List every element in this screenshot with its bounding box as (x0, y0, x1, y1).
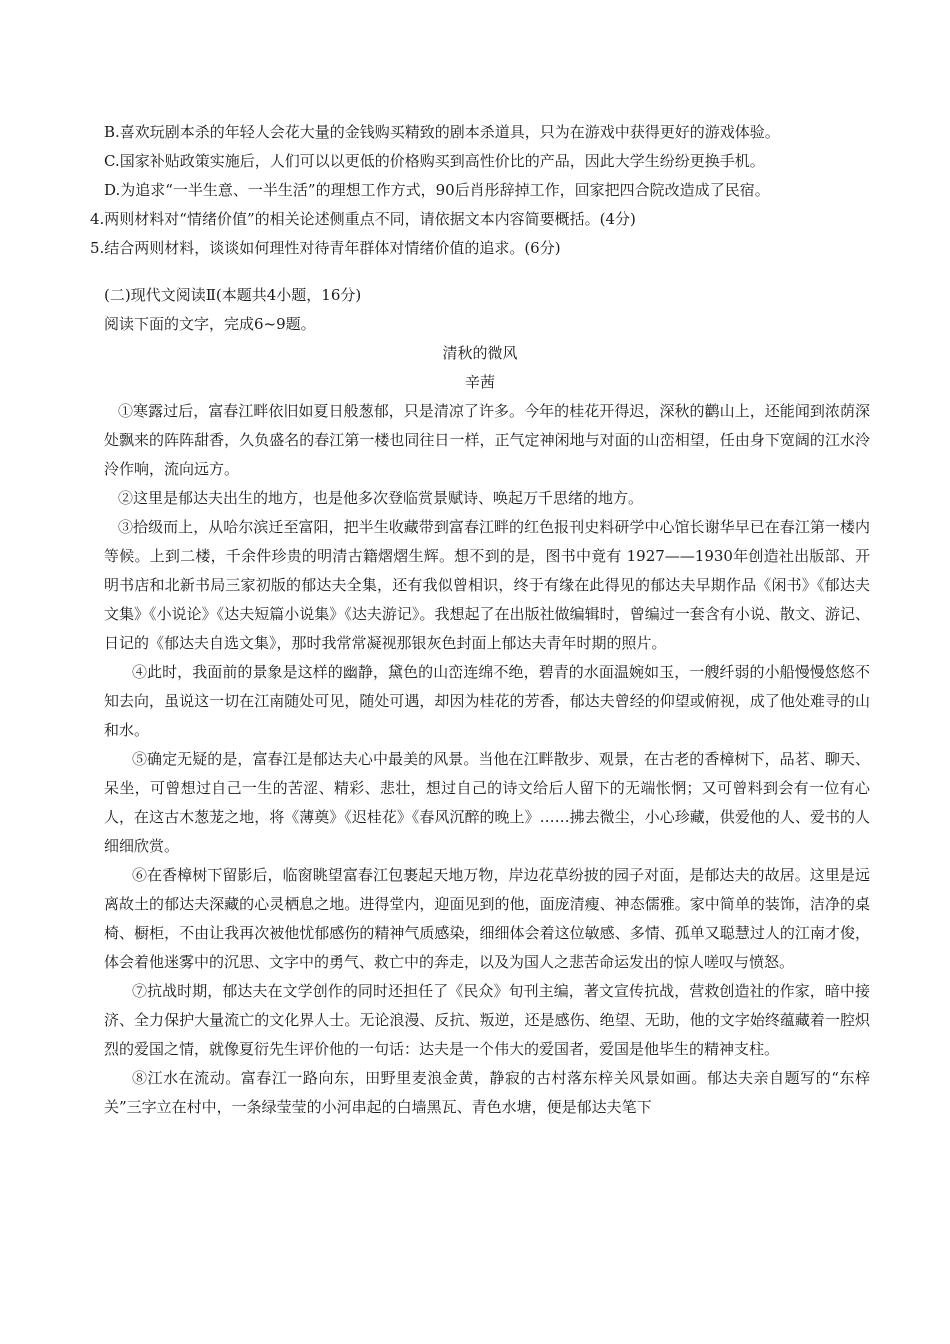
option-b: B.喜欢玩剧本杀的年轻人会花大量的金钱购买精致的剧本杀道具，只为在游戏中获得更好的游戏体验。 (104, 123, 780, 141)
article-author: 辛茜 (464, 373, 495, 391)
option-d: D.为追求“一半生意、一半生活”的理想工作方式，90后肖彤辞掉工作，回家把四合院改造成了民宿。 (104, 181, 770, 199)
section-instruction: 阅读下面的文字，完成6~9题。 (104, 315, 316, 333)
paragraph-7: ⑦抗战时期，郁达夫在文学创作的同时还担任了《民众》旬刊主编，著文宣传抗战，营救创造社的作家，暗中接济、全力保护大量流亡的文化界人士。无论浪漫、反抗、叛逆，还是感伤、绝望、无助，他的文字始终蕴藏着一腔炽烈的爱国之情，就像夏衍先生评价他的一句话：达夫是一个伟大的爱国者，爱国是他毕生的精神支柱。 (104, 982, 870, 1058)
section-heading: (二)现代文阅读Ⅱ(本题共4小题，16分) (104, 286, 362, 304)
question-4: 4.两则材料对“情绪价值”的相关论述侧重点不同，请依据文本内容简要概括。(4分) (90, 210, 636, 228)
option-c: C.国家补贴政策实施后，人们可以以更低的价格购买到高性价比的产品，因此大学生纷纷更换手机。 (104, 152, 765, 170)
paragraph-2: ②这里是郁达夫出生的地方，也是他多次登临赏景赋诗、唤起万千思绪的地方。 (118, 489, 644, 507)
paragraph-4: ④此时，我面前的景象是这样的幽静，黛色的山峦连绵不绝，碧青的水面温婉如玉，一艘纤弱的小船慢慢悠悠不知去向，虽说这一切在江南随处可见，随处可遇，却因为桂花的芳香，郁达夫曾经的仰望或俯视，成了他处难寻的山和水。 (104, 663, 870, 739)
paragraph-5: ⑤确定无疑的是，富春江是郁达夫心中最美的风景。当他在江畔散步、观景，在古老的香樟树下，品茗、聊天、呆坐，可曾想过自己一生的苦涩、精彩、悲壮，想过自己的诗文给后人留下的无端怅惘；又可曾料到会有一位有心人，在这古木葱茏之地，将《薄奠》《迟桂花》《春风沉醉的晚上》……拂去微尘，小心珍藏，供爱他的人、爱书的人细细欣赏。 (104, 750, 870, 855)
document-page (90, 118, 870, 1122)
paragraph-6: ⑥在香樟树下留影后，临窗眺望富春江包裹起天地万物，岸边花草纷披的园子对面，是郁达夫的故居。这里是远离故土的郁达夫深藏的心灵栖息之地。进得堂内，迎面见到的他，面庞清瘦、神态儒雅。家中简单的装饰，洁净的桌椅、橱柜，不由让我再次被他忧郁感伤的精神气质感染，细细体会着这位敏感、多情、孤单又聪慧过人的江南才俊，体会着他迷雾中的沉思、文字中的勇气、救亡中的奔走，以及为国人之悲苦命运发出的惊人嗟叹与愤怒。 (104, 866, 870, 971)
paragraph-8: ⑧江水在流动。富春江一路向东，田野里麦浪金黄，静寂的古村落东梓关风景如画。郁达夫亲自题写的“东梓关”三字立在村中，一条绿莹莹的小河串起的白墙黑瓦、青色水塘，便是郁达夫笔下 (104, 1069, 870, 1116)
article-title: 清秋的微风 (442, 344, 518, 362)
question-5: 5.结合两则材料，谈谈如何理性对待青年群体对情绪价值的追求。(6分) (90, 239, 561, 257)
paragraph-1: ①寒露过后，富春江畔依旧如夏日般葱郁，只是清凉了许多。今年的桂花开得迟，深秋的鹳山上，还能闻到浓荫深处飘来的阵阵甜香，久负盛名的春江第一楼也同往日一样，正气定神闲地与对面的山峦相望，任由身下宽阔的江水泠泠作响，流向远方。 (104, 402, 870, 478)
paragraph-3: ③拾级而上，从哈尔滨迁至富阳，把半生收藏带到富春江畔的红色报刊史料研学中心馆长谢华早已在春江第一楼内等候。上到二楼，千余件珍贵的明清古籍熠熠生辉。想不到的是，图书中竟有 1927——1930年创造社出版部、开明书店和北新书局三家初版的郁达夫全集，还有我似曾相识，终于有缘在此得见的郁达夫早期作品《闲书》《郁达夫文集》《小说论》《达夫短篇小说集》《达夫游记》。我想起了在出版社做编辑时，曾编过一套含有小说、散文、游记、日记的《郁达夫自选文集》，那时我常常凝视那银灰色封面上郁达夫青年时期的照片。 (104, 518, 870, 652)
